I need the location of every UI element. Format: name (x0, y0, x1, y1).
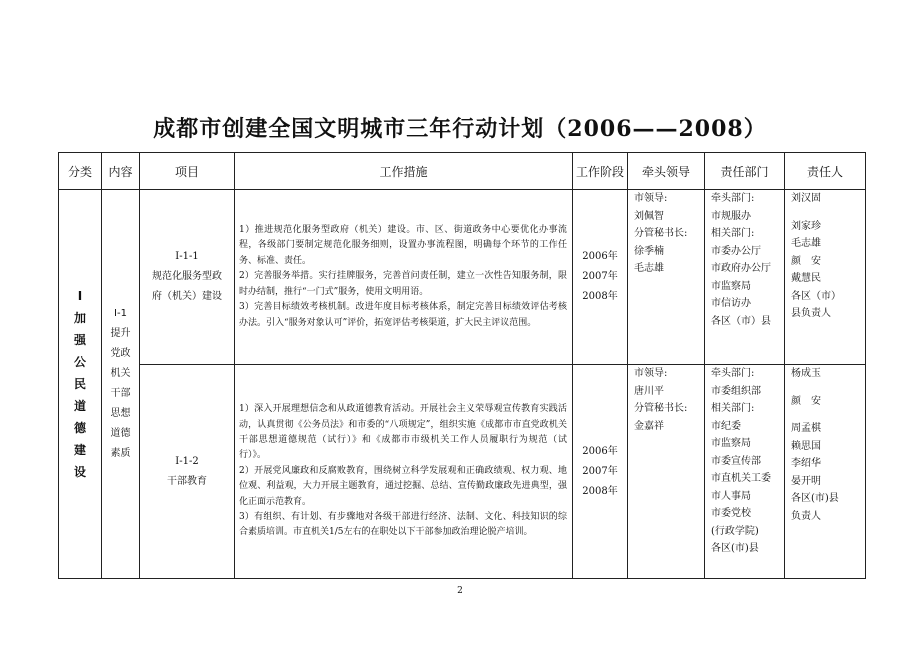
action-plan-table (58, 152, 866, 579)
measure-item: 1）推进规范化服务型政府（机关）建设。市、区、街道政务中心要优化办事流程，各级部门要制定规范化服务细则，设置办事流程图，明确每个环节的工作任务、标准、责任。 (239, 225, 567, 266)
stage-year: 2006年 (582, 251, 618, 262)
header-content: 内容 (102, 153, 140, 190)
person-line: 周孟棋 (791, 423, 821, 434)
content-cell (102, 190, 140, 579)
leader-cell (628, 190, 705, 365)
department-line: 市规服办 (711, 210, 751, 222)
person-line: 各区(市)县 (791, 493, 839, 504)
department-line: 市委组织部 (711, 385, 761, 397)
spacer (791, 208, 865, 218)
measure-item: 1）深入开展理想信念和从政道德教育活动。开展社会主义荣辱观宣传教育实践活动，认真贯彻《公务员法》和市委的“八项规定”，组织实施《成都市市直党政机关干部思想道德规范（试行）》和《成都市市级机关工作人员履职行为规范（试行）》。 (239, 404, 567, 461)
person-line: 负责人 (791, 510, 821, 522)
department-line: 市信访办 (711, 298, 751, 309)
project-cell (140, 190, 235, 365)
content-line: 干部 (110, 388, 131, 399)
department-line: 相关部门: (711, 228, 755, 239)
department-cell (705, 190, 785, 365)
spacer (791, 383, 865, 393)
category-cell (59, 190, 102, 579)
department-line: (行政学院) (711, 525, 759, 537)
department-line: 市委党校 (711, 508, 751, 519)
leader-line: 分管秘书长: (634, 228, 688, 239)
content-line: 提升 (110, 328, 131, 339)
stage-year: 2007年 (582, 465, 618, 477)
department-line: 相关部门: (711, 403, 755, 414)
measure-item: 3）完善目标绩效考核机制。改进年度目标考核体系，制定完善目标绩效评估考核办法。引入“服务对象认可”评价，拓宽评估考核渠道，扩大民主评议范围。 (239, 302, 567, 328)
content-line: I-1 (114, 308, 127, 319)
project-code: I-1-1 (175, 251, 199, 262)
leader-line: 金嘉祥 (634, 420, 664, 432)
category-char: 德 (73, 421, 86, 435)
department-line: 市纪委 (711, 420, 741, 432)
person-line: 毛志雄 (791, 238, 821, 249)
header-leader: 牵头领导 (628, 153, 705, 190)
category-char: I (77, 289, 83, 303)
category-char: 设 (73, 465, 86, 479)
project-name: 规范化服务型政 (152, 271, 222, 282)
leader-line: 唐川平 (634, 385, 664, 397)
stage-year: 2008年 (582, 485, 618, 497)
person-line: 刘汉固 (791, 193, 821, 204)
department-line: 牵头部门: (711, 368, 755, 379)
category-char: 道 (73, 399, 86, 413)
table-row (59, 365, 866, 579)
leader-line: 刘佩智 (634, 210, 664, 222)
header-person: 责任人 (785, 153, 866, 190)
stage-year: 2007年 (582, 271, 618, 282)
content-line: 机关 (110, 368, 131, 379)
table-header-row (59, 153, 866, 190)
measure-item: 3）有组织、有计划、有步骤地对各级干部进行经济、法制、文化、科技知识的综合素质培训。市直机关1/5左右的在职处以下干部参加政治理论脱产培训。 (239, 512, 567, 538)
person-line: 李绍华 (791, 458, 821, 469)
leader-line: 市领导: (634, 368, 668, 379)
header-department: 责任部门 (705, 153, 785, 190)
project-code: I-1-2 (175, 455, 199, 467)
spacer (791, 410, 865, 420)
category-char: 强 (73, 333, 86, 347)
department-line: 市委办公厅 (711, 245, 761, 257)
leader-line: 分管秘书长: (634, 403, 688, 414)
person-line: 刘家珍 (791, 220, 821, 232)
project-cell (140, 365, 235, 579)
project-name: 府（机关）建设 (152, 291, 222, 302)
stage-year: 2008年 (582, 291, 618, 302)
content-line: 素质 (110, 448, 131, 459)
table-row (59, 190, 866, 365)
leader-line: 毛志雄 (634, 263, 664, 274)
department-line: 牵头部门: (711, 193, 755, 204)
measures-cell (235, 365, 573, 579)
category-char: 民 (73, 377, 86, 391)
person-line: 各区（市） (791, 290, 841, 302)
department-line: 市直机关工委 (711, 473, 771, 484)
person-line: 颜 安 (791, 255, 821, 267)
content-line: 思想 (110, 408, 131, 419)
project-name: 干部教育 (167, 475, 207, 487)
person-cell (785, 365, 866, 579)
measure-item: 2）开展党风廉政和反腐败教育，围绕树立科学发展观和正确政绩观、权力观、地位观、利益观，大力开展主题教育，通过挖掘、总结、宣传勤政廉政先进典型，强化正面示范教育。 (239, 465, 567, 507)
measures-cell (235, 190, 573, 365)
person-line: 颜 安 (791, 395, 821, 407)
stage-year: 2006年 (582, 445, 618, 457)
person-line: 县负责人 (791, 308, 831, 319)
page-title: 成都市创建全国文明城市三年行动计划（2006——2008） (153, 116, 767, 142)
stage-cell (573, 190, 628, 365)
category-char: 加 (73, 311, 86, 325)
department-line: 各区（市）县 (711, 315, 771, 327)
person-line: 赖思国 (791, 440, 821, 452)
department-line: 市监察局 (711, 438, 751, 449)
category-char: 公 (73, 355, 86, 369)
leader-line: 徐季楠 (634, 245, 664, 257)
person-line: 杨成玉 (791, 368, 821, 379)
person-line: 戴慧民 (791, 273, 821, 284)
content-line: 道德 (110, 428, 131, 439)
department-line: 市监察局 (711, 280, 751, 292)
department-line: 市人事局 (711, 490, 751, 502)
leader-cell (628, 365, 705, 579)
header-category: 分类 (59, 153, 102, 190)
department-line: 市委宣传部 (711, 455, 761, 467)
department-line: 各区(市)县 (711, 543, 759, 554)
department-cell (705, 365, 785, 579)
department-line: 市政府办公厅 (711, 263, 771, 274)
page-number: 2 (457, 586, 463, 596)
content-line: 党政 (110, 348, 131, 359)
measure-item: 2）完善服务举措。实行挂牌服务，完善首问责任制，建立一次性告知服务制，限时办结制，推行“一门式”服务，使用文明用语。 (239, 271, 567, 297)
header-project: 项目 (140, 153, 235, 190)
header-measures: 工作措施 (235, 153, 573, 190)
leader-line: 市领导: (634, 193, 668, 204)
header-stage: 工作阶段 (573, 153, 628, 190)
stage-cell (573, 365, 628, 579)
person-cell (785, 190, 866, 365)
person-line: 晏开明 (791, 475, 821, 487)
category-char: 建 (73, 443, 86, 457)
